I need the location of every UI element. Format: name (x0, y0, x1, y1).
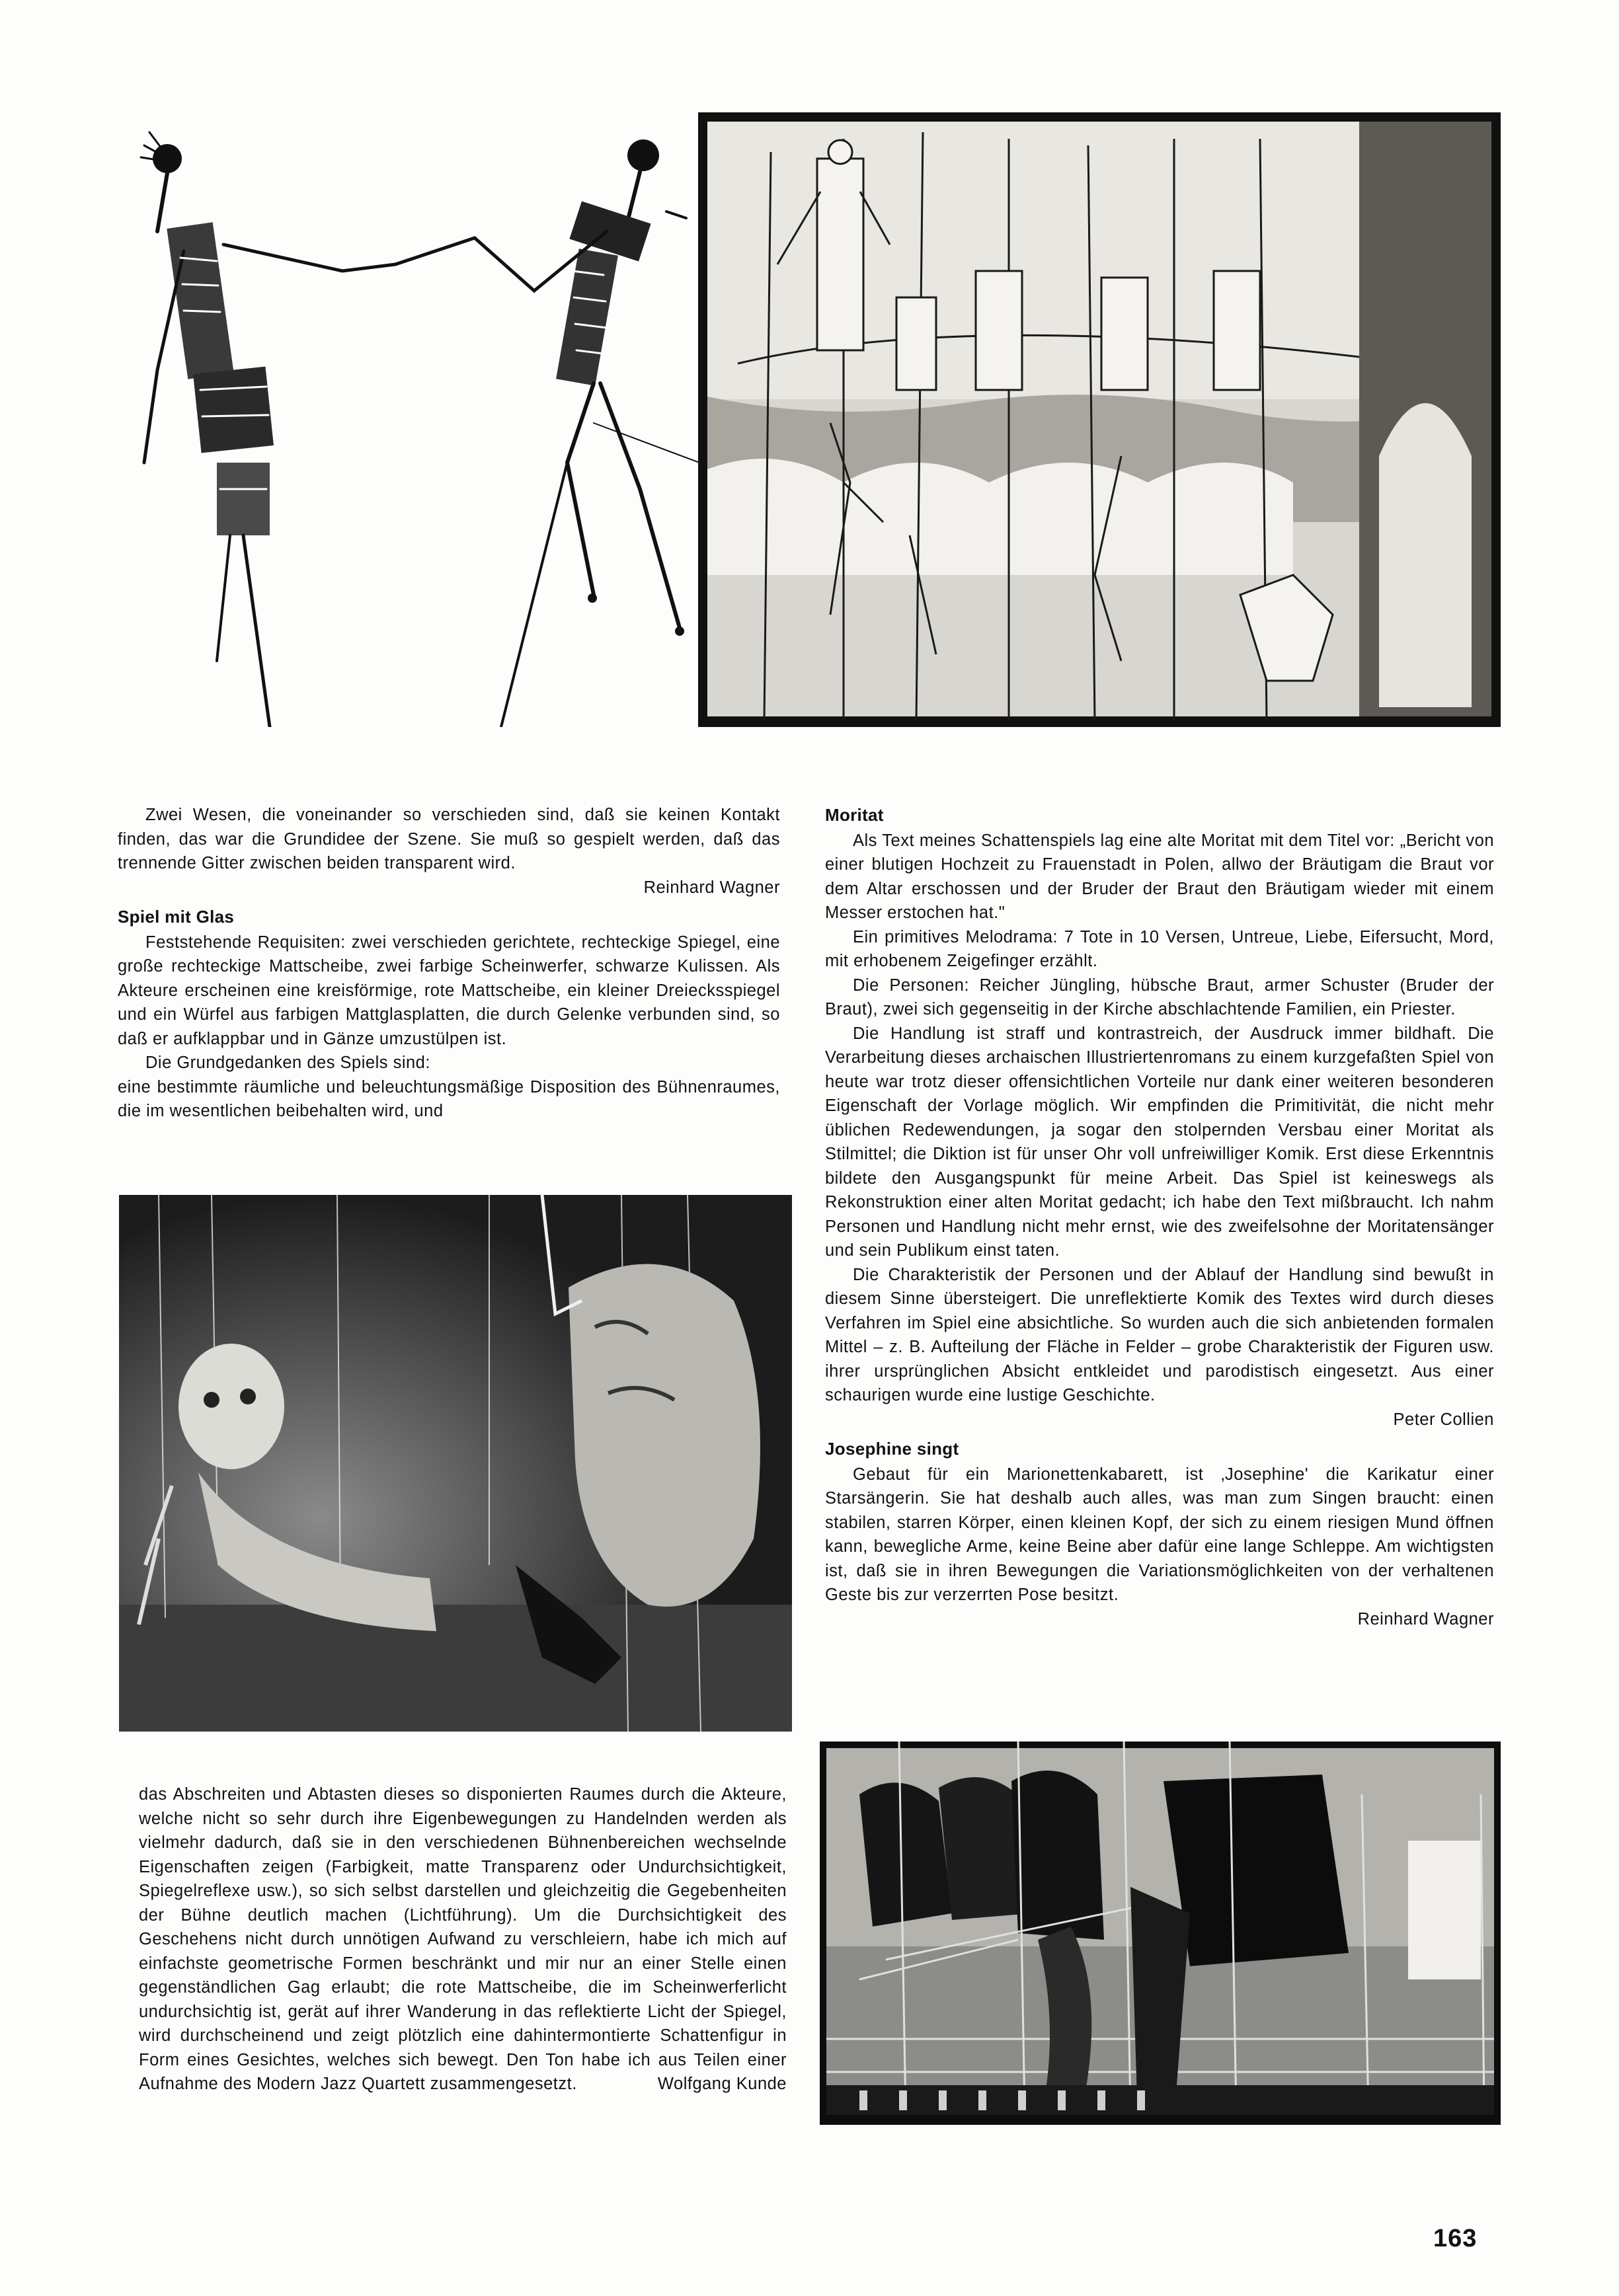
spiel-mit-glas-heading: Spiel mit Glas (118, 907, 235, 927)
moritat-paragraph-4: Die Handlung ist straff und kontrastreich, der Ausdruck immer bildhaft. Die Verarbeitung dieses archaischen Illustriertenromans zu einem kurzgefaßten Spiel von heute war trotz dieser offensichtlichen Vorteile nur dank einer weiteren besonderen Eigenschaft der Vorlage möglich. Wir empfinden die Primitivität, die nicht mehr üblichen Redewendungen, ja sogar den stolpernden Versbau einer Moritat als Stilmittel; die Diktion ist für unser Ohr voll unfreiwilliger Komik. Erst diese Erkenntnis bildete den Ausgangspunkt für meine Arbeit. Das Spiel ist keineswegs als Rekonstruktion einer alten Moritat gedacht; ich habe den Text mißbraucht. Ich nahm Personen und Handlung nicht mehr ernst, wie des zweifelsohne der Moritatensänger und sein Publikum einst taten. (825, 1024, 1494, 1260)
josephine-author: Reinhard Wagner (1357, 1609, 1494, 1628)
josephine-marionette-photo (119, 1195, 792, 1732)
right-column (825, 803, 1494, 1631)
moritat-paragraph-3: Die Personen: Reicher Jüngling, hübsche Braut, armer Schuster (Bruder der Braut), zwei sich gegenseitig in der Kirche abschlachtende Familien, ein Priester. (825, 976, 1494, 1018)
left-column-top (118, 803, 780, 1124)
moritat-stage-photo (698, 112, 1501, 727)
moritat-paragraph-2: Ein primitives Melodrama: 7 Tote in 10 Versen, Untreue, Liebe, Eifersucht, Mord, mit erhobenem Zeigefinger erzählt. (825, 927, 1494, 970)
spiel-paragraph-4-text: das Abschreiten und Abtasten dieses so disponierten Raumes durch die Akteure, welche nicht so sehr durch ihre Eigenbewegungen zu Handelnden werden als vielmehr dadurch, daß sie in den verschiedenen Bühnenbereichen wechselnde Eigenschaften zeigen (Farbigkeit, matte Transparenz oder Undurchsichtigkeit, Spiegelreflexe usw.), so sich selbst darstellen und gleichzeitig die Gegebenheiten der Bühne deutlich machen (Lichtführung). Um die Durchsichtigkeit des Geschehens nicht durch unnötigen Aufwand zu verschleiern, habe ich mich auf einfachste geometrische Formen beschränkt und mir nur an einer Stelle einen gegenständlichen Gag erlaubt; die rote Mattscheibe, die im Scheinwerferlicht undurchsichtig ist, gerät auf ihrer Wanderung in das reflektierte Licht der Spiegel, wird durchscheinend und zeigt plötzlich eine dahintermontierte Schattenfigur in Form eines Gesichtes, welches sich bewegt. Den Ton habe ich aus Teilen einer Aufnahme des Modern Jazz Quartett zusammengesetzt. (139, 1785, 787, 2093)
spiel-paragraph-3: eine bestimmte räumliche und beleuchtungsmäßige Disposition des Bühnenraumes, die im wesentlichen beibehalten wird, und (118, 1077, 780, 1120)
spiel-paragraph-4 (139, 1782, 787, 2096)
josephine-paragraph: Gebaut für ein Marionettenkabarett, ist ‚Josephine' die Karikatur einer Starsängerin. Sie hat deshalb auch alles, was man zum Singen braucht: einen stabilen, starren Körper, einen kleinen Kopf, der sich zu einem riesigen Mund öffnen kann, bewegliche Arme, keine Beine aber dafür eine lange Schleppe. Am wichtigsten ist, daß sie in ihren Bewegungen die Variationsmöglichkeiten von der verhaltenen Geste bis zur verzerrten Pose besitzt. (825, 1465, 1494, 1604)
left-column-bottom (139, 1782, 787, 2096)
page-number: 163 (1433, 2225, 1478, 2252)
moritat-paragraph-5: Die Charakteristik der Personen und der Ablauf der Handlung sind bewußt in diesem Sinne übersteigert. Die unreflektierte Komik des Textes wird durch dieses Verfahren im Spiel eine absichtliche. So wurden auch die sich anbietenden formalen Mittel – z. B. Aufteilung der Fläche in Felder – grobe Charakteristik der Figuren usw. ihrer ursprünglichen Absicht entkleidet und parodistisch eingesetzt. Aus einer schaurigen wurde eine lustige Geschichte. (825, 1265, 1494, 1404)
spiel-paragraph-2: Die Grundgedanken des Spiels sind: (145, 1053, 430, 1072)
moritat-heading: Moritat (825, 805, 884, 825)
spiel-author: Wolfgang Kunde (657, 2075, 787, 2093)
moritat-author: Peter Collien (1393, 1410, 1494, 1429)
dancers-figure (118, 119, 699, 727)
josephine-heading: Josephine singt (825, 1439, 959, 1459)
intro-author: Reinhard Wagner (643, 878, 780, 897)
intro-paragraph: Zwei Wesen, die voneinander so verschieden sind, daß sie keinen Kontakt finden, das war die Grundidee der Szene. Sie muß so gespielt werden, daß das trennende Gitter zwischen beiden transparent wird. (118, 806, 780, 872)
moritat-paragraph-1: Als Text meines Schattenspiels lag eine alte Moritat mit dem Titel vor: „Bericht von einer blutigen Hochzeit zu Frauenstadt in Polen, allwo der Bräutigam die Braut vor dem Altar erschossen und der Bruder der Braut den Bräutigam wieder mit einem Messer erstochen hat." (825, 831, 1494, 922)
spiel-paragraph-1: Feststehende Requisiten: zwei verschieden gerichtete, rechteckige Spiegel, eine große rechteckige Mattscheibe, zwei farbige Scheinwerfer, schwarze Kulissen. Als Akteure erscheinen eine kreisförmige, rote Mattscheibe, ein kleiner Dreiecksspiegel und ein Würfel aus farbigen Mattglasplatten, die durch Gelenke verbunden sind, so daß er aufklappbar und in Gänze umzustülpen ist. (118, 933, 780, 1048)
spiel-mit-glas-photo (820, 1741, 1501, 2125)
